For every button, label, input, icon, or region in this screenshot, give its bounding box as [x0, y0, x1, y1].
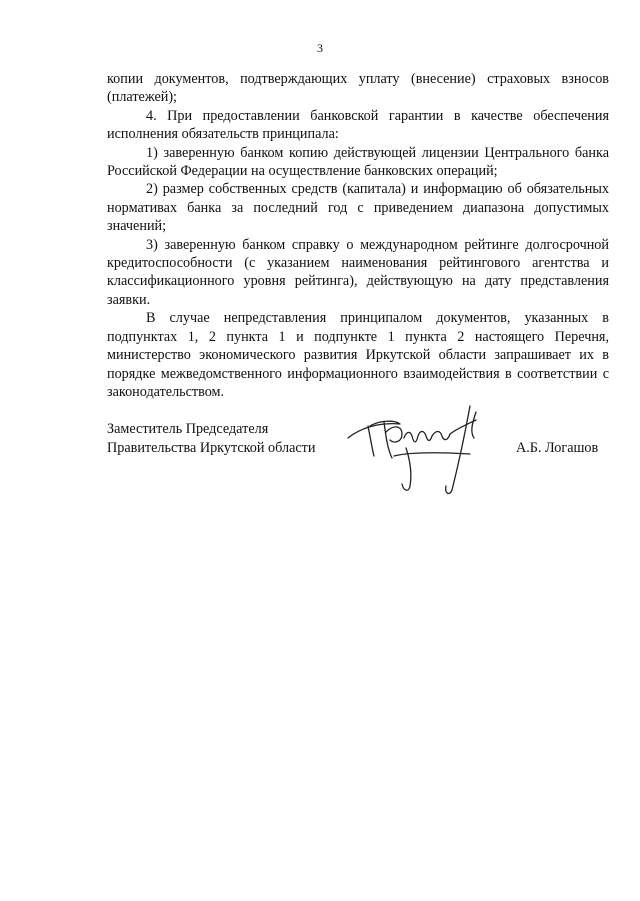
- signatory-position-line1: Заместитель Председателя: [107, 421, 269, 437]
- signatory-position-line2: Правительства Иркутской области: [107, 440, 316, 456]
- handwritten-signature: [340, 398, 500, 498]
- paragraph-continuation: копии документов, подтверждающих уплату (внесение) страховых взносов (платежей);: [107, 71, 609, 106]
- paragraph-closing: В случае непредставления принципалом документов, указанных в подпунктах 1, 2 пункта 1 и подпункте 1 пункта 2 настоящего Перечня, министерство экономического развития Иркутской области запрашивает их в порядке межведомственного информационного взаимодействия в соответствии с законодательством.: [107, 310, 609, 400]
- paragraph-subitem-1: 1) заверенную банком копию действующей лицензии Центрального банка Российской Федерации на осуществление банковских операций;: [107, 144, 609, 180]
- paragraph-subitem-2: 2) размер собственных средств (капитала) и информацию об обязательных нормативах банка за последний год с приведением диапазона допустимых значений;: [107, 181, 609, 235]
- signatory-position: [107, 420, 315, 458]
- page-number: 3: [317, 41, 323, 55]
- signatory-name: А.Б. Логашов: [516, 440, 599, 456]
- paragraph-subitem-3: 3) заверенную банком справку о международном рейтинге долгосрочной кредитоспособности (с указанием наименования рейтингового агентства и классификационного уровня рейтинга), действующую на дату представления заявки.: [107, 236, 609, 308]
- document-body: [107, 70, 609, 401]
- paragraph-item-4: 4. При предоставлении банковской гарантии в качестве обеспечения исполнения обязательств принципала:: [107, 107, 609, 143]
